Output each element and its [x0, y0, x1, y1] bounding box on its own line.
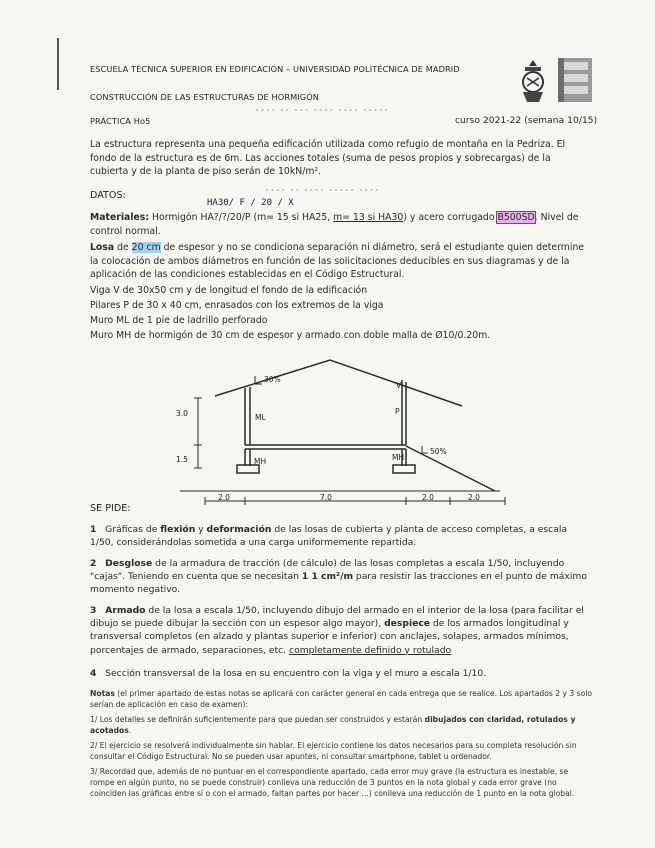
materiales-paragraph — [90, 211, 590, 238]
dim-label-3: 3.0 — [176, 409, 188, 418]
item-text: de las losas de cubierta y planta de acceso completas, a escala 1/50, considerándolas sometida a una carga uniformemente repartida. — [90, 524, 568, 549]
footing-left — [237, 465, 259, 473]
slope-label-bottom: 50% — [430, 447, 447, 456]
item-underlined: completamente definido y rotulado — [289, 644, 452, 656]
item-bold: flexión — [160, 524, 196, 535]
datos-heading: DATOS: — [90, 190, 126, 201]
item-text: y — [195, 524, 207, 535]
note-3: 3/ Recordad que, además de no puntuar en el correspondiente apartado, cada error muy grave (la estructura es inestable, se rompe en algún punto, no se puede construir) conlleva una reducción de 3 puntos en la nota global y cada error grave (no coinciden las gráficas entre sí o con el armado, faltan partes por hacer ...) conlleva una reducción de 1 punto en la nota global. — [90, 767, 575, 799]
note-1 — [90, 714, 595, 736]
request-item-1 — [90, 523, 590, 549]
page-edge-mark — [57, 38, 59, 90]
university-crest-logo — [517, 58, 549, 104]
item-text: Sección transversal de la losa en su encuentro con la viga y el muro a escala 1/10. — [105, 668, 487, 679]
item-number: 4 — [90, 668, 97, 679]
item-bold: despiece — [384, 618, 431, 630]
losa-paragraph — [90, 241, 590, 282]
dim-label-c: 2.0 — [422, 493, 434, 502]
item-bold: Armado — [105, 605, 146, 616]
muro-ml-line: Muro ML de 1 pie de ladrillo perforado — [90, 315, 268, 326]
request-item-2 — [90, 557, 590, 597]
dim-label-d: 2.0 — [468, 493, 480, 502]
roof-line — [215, 360, 462, 406]
header-school: ESCUELA TÉCNICA SUPERIOR EN EDIFICACIÓN – UNIVERSIDAD POLITÉCNICA DE MADRID — [90, 64, 460, 74]
notes-label: Notas — [90, 689, 115, 698]
bleed-through-text-2: ∙∙∙∙ ∙∙ ∙∙∙∙ ∙∙∙∙∙ ∙∙∙∙ — [265, 186, 381, 194]
item-text: de la armadura de tracción (de cálculo) de las losas completas a escala 1/50, incluyendo "cajas". Teniendo en cuenta que se necesitan — [90, 558, 565, 583]
losa-label: Losa — [90, 242, 115, 253]
item-bold: 1 1 cm²/m — [301, 571, 354, 583]
slope-mark-bottom — [422, 446, 428, 453]
wall-label-ml: ML — [255, 413, 266, 422]
intro-paragraph: La estructura representa una pequeña edificación utilizada como refugio de montaña en la Pedriza. El fondo de la estructura es de 6m. Las acciones totales (suma de pesos propios y sobrecargas) de la cubierta y de la planta de piso serán de 10kN/m². — [90, 139, 566, 177]
viga-line: Viga V de 30x50 cm y de longitud el fondo de la edificación — [90, 285, 368, 296]
practice-title: PRÁCTICA Ho5 — [90, 116, 151, 126]
column-p — [402, 380, 406, 445]
materiales-text-a: Hormigón HA?/?/20/P (m= 15 si HA25, — [149, 212, 334, 223]
materiales-text-c: . Nivel de control normal. — [90, 212, 579, 237]
slab-thickness-highlight: 20 cm — [131, 242, 161, 253]
request-item-4 — [90, 667, 590, 680]
se-pide-heading: SE PIDE: — [90, 503, 131, 514]
dim-label-a: 2.0 — [218, 493, 230, 502]
item-bold: Desglose — [105, 558, 153, 569]
materiales-text-b: ) y acero corrugado — [403, 212, 498, 223]
wall-label-mh-left: MH — [254, 457, 267, 466]
note-bold: dibujados con claridad, rotulados y acotados — [90, 715, 576, 736]
vertical-dim — [194, 398, 202, 468]
dim-label-15: 1.5 — [176, 455, 188, 464]
column-label-p: P — [395, 407, 400, 416]
item-bold: deformación — [206, 524, 272, 535]
beam-label-v: V — [396, 381, 402, 390]
slope-line — [406, 446, 495, 491]
note-2: 2/ El ejercicio se resolverá individualmente sin hablar. El ejercicio contiene los datos necesarios para su completa resolución sin consultar el Código Estructural. No se pueden usar apuntes, ni consultar smartphone, tablet u ordenador. — [90, 741, 577, 762]
item-text: de la losa a escala 1/50, incluyendo dibujo del armado en el interior de la losa (para facilitar el dibujo se puede dibujar la sección con un espesor algo mayor), — [90, 605, 584, 630]
note-text: 1/ Los detalles se definirán suficientemente para que puedan ser construidos y estarán — [90, 715, 425, 724]
item-text: para resistir las tracciones en el punto de máximo momento negativo. — [90, 571, 587, 596]
footing-right — [393, 465, 415, 473]
item-text: de los armados longitudinal y transversal completos (en alzado y plantas superior e inferior) con anclajes, solapes, armados mínimos, porcentajes de armado, separaciones, etc. — [90, 618, 569, 656]
item-number: 1 — [90, 524, 97, 535]
structure-diagram — [160, 358, 510, 508]
muro-mh-line: Muro MH de hormigón de 30 cm de espesor y armado con doble malla de Ø10/0.20m. — [90, 330, 491, 341]
bleed-through-text: ∙∙∙∙ ∙∙ ∙∙∙ ∙∙∙∙ ∙∙∙∙ ∙∙∙∙∙ — [255, 106, 390, 114]
item-number: 3 — [90, 605, 97, 616]
item-text: Gráficas de — [105, 524, 161, 535]
wall-mh-left — [245, 449, 250, 466]
header-subject: CONSTRUCCIÓN DE LAS ESTRUCTURAS DE HORMIGÓN — [90, 92, 319, 102]
request-item-3 — [90, 604, 590, 657]
losa-de: de — [114, 242, 132, 253]
notes-intro — [90, 688, 595, 710]
horizontal-dim — [205, 497, 505, 505]
pilares-line: Pilares P de 30 x 40 cm, enrasados con los extremos de la viga — [90, 300, 384, 311]
floor-slab — [245, 445, 406, 449]
wall-ml — [245, 387, 250, 445]
handwritten-annotation: HA30/ F / 20 / X — [207, 198, 294, 208]
note-text: . — [128, 726, 132, 736]
school-logo — [556, 56, 594, 104]
losa-text: de espesor y no se condiciona separación ni diámetro, será el estudiante quien determine la colocación de ambos diámetros en función de las solicitaciones deducibles en sus diagramas y de la aplicación de las condiciones establecidas en el Código Estructural. — [90, 242, 585, 280]
dim-label-b: 7.0 — [320, 493, 332, 502]
materiales-m-value: m= 13 si HA30 — [333, 212, 404, 223]
notes-intro-text: (el primer apartado de estas notas se aplicará con carácter general en cada entrega que se realice. Los apartados 2 y 3 solo serían de aplicación en caso de examen): — [90, 689, 592, 710]
materiales-label: Materiales: — [90, 212, 150, 223]
item-number: 2 — [90, 558, 97, 569]
wall-label-mh-right: MH — [392, 453, 405, 462]
steel-grade-highlight: B500SD — [497, 212, 535, 223]
slope-label-top: 30% — [264, 375, 281, 384]
course-info: curso 2021-22 (semana 10/15) — [455, 116, 598, 126]
